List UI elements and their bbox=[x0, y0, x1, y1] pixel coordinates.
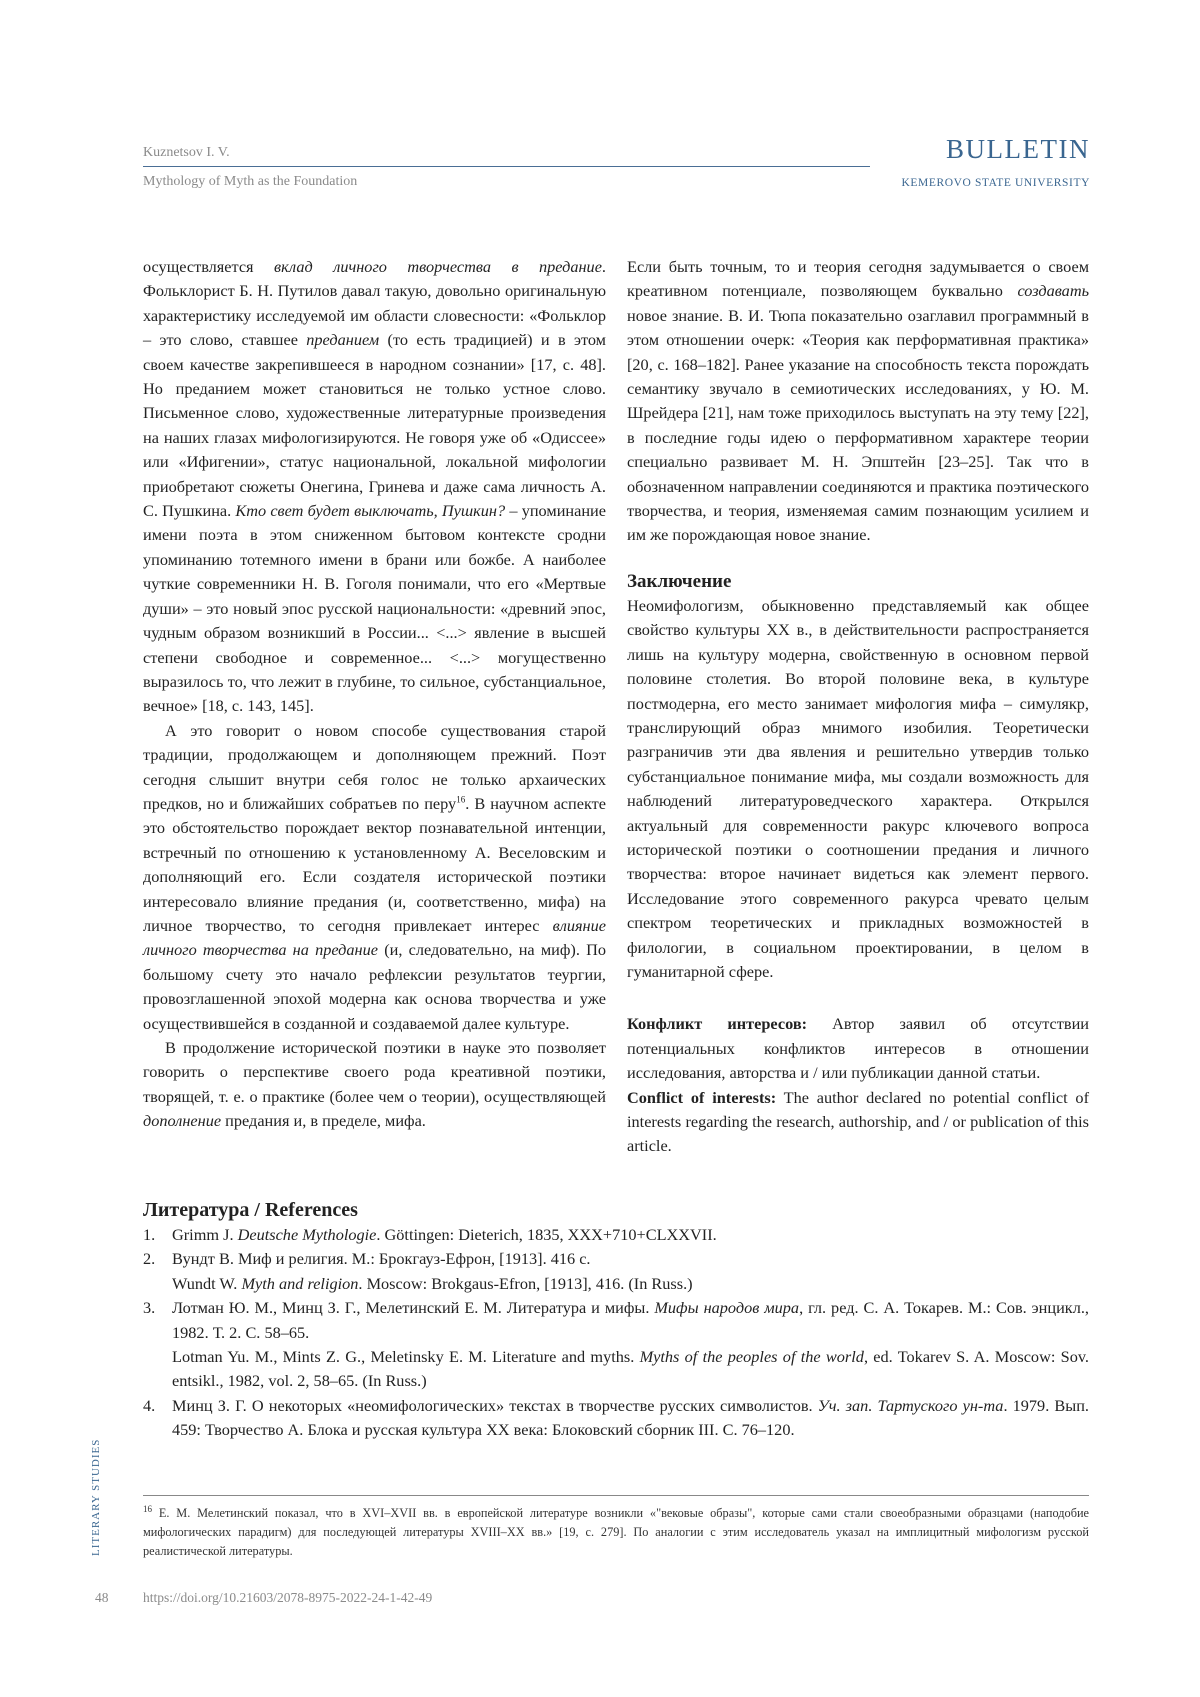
references-list bbox=[143, 1223, 1089, 1443]
reference-item: 1. Grimm J. Deutsche Mythologie. Göttingen: Dieterich, 1835, XXX+710+CLXXVII. bbox=[143, 1225, 717, 1244]
footnote-rule bbox=[143, 1495, 1089, 1496]
reference-item: 4. Минц З. Г. О некоторых «неомифологических» текстах в творчестве русских символистов. Уч. зап. Тартуского ун-та. 1979. Вып. 459: Творчество А. Блока и русская культура XX века: Блоковский сборник III. С. 76–120. bbox=[143, 1395, 1089, 1440]
paragraph: Если быть точным, то и теория сегодня задумывается о своем креативном потенциале, позволяющем буквально создавать новое знание. В. И. Тюпа показательно озаглавил программный в этом отношении очерк: «Теория как перформативная практика» [20, с. 168–182]. Ранее указание на способность текста порождать семантику звучало в семиотических исследованиях, у Ю. М. Шрейдера [21], нам тоже приходилось выступать на эту тему [22], в последние годы идею о перформативном характере теории специально развивает М. Н. Эпштейн [23–25]. Так что в обозначенном направлении соединяются и практика поэтического творчества, и теория, изменяемая самим познающим усилием и им же порождающая новое знание. bbox=[627, 257, 1089, 545]
right-column bbox=[627, 255, 1089, 1159]
conclusion-heading: Заключение bbox=[627, 570, 732, 592]
header-rule bbox=[143, 166, 870, 167]
references-section bbox=[143, 1197, 1089, 1443]
footnote: $^{16}$ Е. М. Мелетинский показал, что в XVI–XVII вв. в европейской литературе возникли «"вековые образы", которые сами стали своеобразными образцами (наподобие мифологических парадигм) для последующей литературы XVIII–XX вв.» [19, с. 279]. По аналогии с этим исследователь указал на имплицитный мифологизм русской реалистической литературы. bbox=[143, 1503, 1089, 1558]
page-number: 48 bbox=[95, 1590, 109, 1605]
paragraph: осуществляется вклад личного творчества в предание. Фольклорист Б. Н. Путилов давал такую, довольно оригинальную характеристику исследуемой им области словесности: «Фольклор – это слово, ставшее преданием (то есть традицией) и в этом своем качестве закрепившееся в народном сознании» [17, с. 48]. Но преданием может становиться не только устное слово. Письменное слово, художественные литературные произведения на наших глазах мифологизируются. Не говоря уже об «Одиссее» или «Ифигении», статус национальной, локальной мифологии приобретают сюжеты Онегина, Гринева и даже сама личность А. С. Пушкина. Кто свет будет выключать, Пушкин? – упоминание имени поэта в этом сниженном бытовом контексте сродни упоминанию тотемного имени в брани или божбе. А наиболее чуткие современники Н. В. Гоголя понимали, что его «Мертвые души» – это новый эпос русской национальности: «древний эпос, чудным образом возникший в России... <...> явление в высшей степени свободное и современное... <...> могущественно выразилось то, что лежит в глубине, то сильное, субстанциальное, вечное» [18, с. 143, 145]. bbox=[143, 257, 606, 716]
section-side-label: LITERARY STUDIES bbox=[90, 1438, 102, 1556]
conclusion-paragraph: Неомифологизм, обыкновенно представляемый как общее свойство культуры XX в., в действительности распространяется лишь на культуру модерна, свойственную в основном первой половине столетия. Во второй половине века, в культуре постмодерна, его место занимает мифология мифа – симулякр, транслирующий образ мнимого изобилия. Теоретически разграничив эти два явления и решительно утвердив только субстанциальное понимание мифа, мы создали возможность для наблюдений литературоведческого характера. Открылся актуальный для современности ракурс ключевого вопроса исторической поэтики о соотношении предания и личного творчества: второе начинает видеться как элемент первого. Исследование этого современного ракурса чревато целым спектром теоретических и прикладных возможностей в филологии, в социальном проектировании, в целом в гуманитарной сфере. bbox=[627, 595, 1089, 981]
journal-name: BULLETIN bbox=[946, 134, 1090, 164]
running-head-author: Kuznetsov I. V. bbox=[143, 145, 230, 160]
running-head-title: Mythology of Myth as the Foundation bbox=[143, 174, 358, 189]
footnote-ref[interactable]: 16 bbox=[456, 794, 466, 805]
doi-link[interactable]: https://doi.org/10.21603/2078-8975-2022-24-1-42-49 bbox=[143, 1590, 433, 1605]
conflict-ru: Конфликт интересов: Автор заявил об отсутствии потенциальных конфликтов интересов в отношении исследования, авторства и / или публикации данной статьи. bbox=[627, 1014, 1089, 1083]
footnote-mark: 16 bbox=[143, 1503, 152, 1514]
conflict-en: Conflict of interests: The author declared no potential conflict of interests regarding the research, authorship, and / or publication of this article. bbox=[627, 1087, 1089, 1156]
university-name: KEMEROVO STATE UNIVERSITY bbox=[901, 177, 1090, 189]
left-column bbox=[143, 255, 606, 1134]
references-heading: Литература / References bbox=[143, 1199, 358, 1221]
paragraph: А это говорит о новом способе существования старой традиции, продолжающем и дополняющем прежний. Поэт сегодня слышит внутри себя голос не только архаических предков, но и ближайших собратьев по перу$^{16}$. В научном аспекте это обстоятельство порождает вектор познавательной интенции, встречный по отношению к установленному А. Веселовским и дополняющий его. Если создателя исторической поэтики интересовало влияние предания (и, соответственно, мифа) на личное творчество, то сегодня привлекает интерес влияние личного творчества на предание (и, следовательно, на миф). По большому счету это начало рефлексии результатов теургии, провозглашенной эпохой модерна как основа творчества и уже осуществившейся в созданной и создаваемой далее культуре. bbox=[143, 720, 606, 1033]
paragraph: В продолжение исторической поэтики в науке это позволяет говорить о перспективе своего рода креативной поэтики, творящей, т. е. о практике (более чем о теории), осуществляющей дополнение предания и, в пределе, мифа. bbox=[143, 1038, 606, 1131]
reference-item: 3. Лотман Ю. М., Минц З. Г., Мелетинский Е. М. Литература и мифы. Мифы народов мира, гл. ред. С. А. Токарев. М.: Сов. энцикл., 1982. Т. 2. С. 58–65. Lotman Yu. M., Mints Z. G., Meletinsky E. M. Literature and myths. Myths of the peoples of the world, ed. Tokarev S. A. Moscow: Sov. entsikl., 1982, vol. 2, 58–65. (In Russ.) bbox=[143, 1298, 1089, 1391]
reference-item: 2. Вундт В. Миф и религия. М.: Брокгауз-Ефрон, [1913]. 416 с. Wundt W. Myth and religion. Moscow: Brokgaus-Efron, [1913], 416. (In Russ.) bbox=[143, 1249, 693, 1293]
